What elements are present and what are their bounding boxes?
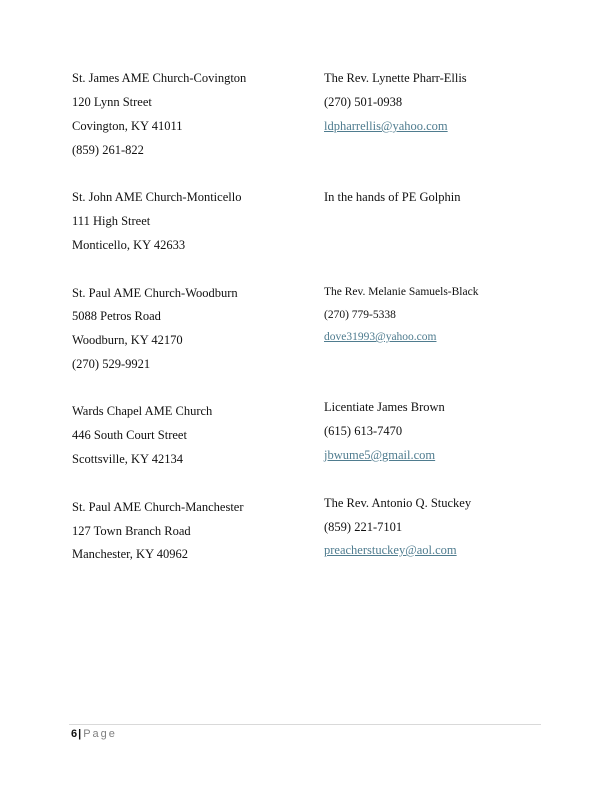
church-street: 446 South Court Street bbox=[72, 428, 187, 442]
contact-name: The Rev. Antonio Q. Stuckey bbox=[324, 496, 472, 510]
church-street: 120 Lynn Street bbox=[72, 95, 152, 109]
church-street: 111 High Street bbox=[72, 214, 151, 228]
church-name: St. James AME Church-Covington bbox=[72, 71, 247, 85]
church-city: Scottsville, KY 42134 bbox=[72, 452, 183, 466]
page-footer bbox=[71, 727, 117, 741]
church-city: Woodburn, KY 42170 bbox=[72, 333, 183, 347]
contact-email-link[interactable]: ldpharrellis@yahoo.com bbox=[324, 119, 448, 133]
church-city: Manchester, KY 40962 bbox=[72, 547, 189, 561]
church-street: 127 Town Branch Road bbox=[72, 524, 191, 538]
church-city: Covington, KY 41011 bbox=[72, 119, 183, 133]
contact-email-link[interactable]: dove31993@yahoo.com bbox=[324, 331, 437, 343]
church-name: St. Paul AME Church-Manchester bbox=[72, 500, 244, 514]
church-street: 5088 Petros Road bbox=[72, 309, 161, 323]
contact-name: The Rev. Melanie Samuels-Black bbox=[324, 286, 479, 298]
church-phone: (859) 261-822 bbox=[72, 143, 144, 157]
contact-email-link[interactable]: preacherstuckey@aol.com bbox=[324, 543, 457, 557]
footer-divider bbox=[69, 724, 541, 725]
church-city: Monticello, KY 42633 bbox=[72, 238, 186, 252]
church-phone: (270) 529-9921 bbox=[72, 357, 151, 371]
contact-phone: (270) 501-0938 bbox=[324, 95, 403, 109]
page-word: Page bbox=[83, 728, 117, 740]
church-name: Wards Chapel AME Church bbox=[72, 404, 213, 418]
contact-name: Licentiate James Brown bbox=[324, 400, 445, 414]
footer-separator: | bbox=[78, 728, 82, 740]
contact-email-link[interactable]: jbwume5@gmail.com bbox=[324, 448, 436, 462]
church-name: St. Paul AME Church-Woodburn bbox=[72, 286, 238, 300]
contact-phone: (270) 779-5338 bbox=[324, 309, 396, 321]
contact-phone: (859) 221-7101 bbox=[324, 520, 403, 534]
contact-name: The Rev. Lynette Pharr-Ellis bbox=[324, 71, 467, 85]
contact-name: In the hands of PE Golphin bbox=[324, 190, 461, 204]
contact-phone: (615) 613-7470 bbox=[324, 424, 403, 438]
church-name: St. John AME Church-Monticello bbox=[72, 190, 242, 204]
page-number: 6 bbox=[71, 728, 78, 740]
